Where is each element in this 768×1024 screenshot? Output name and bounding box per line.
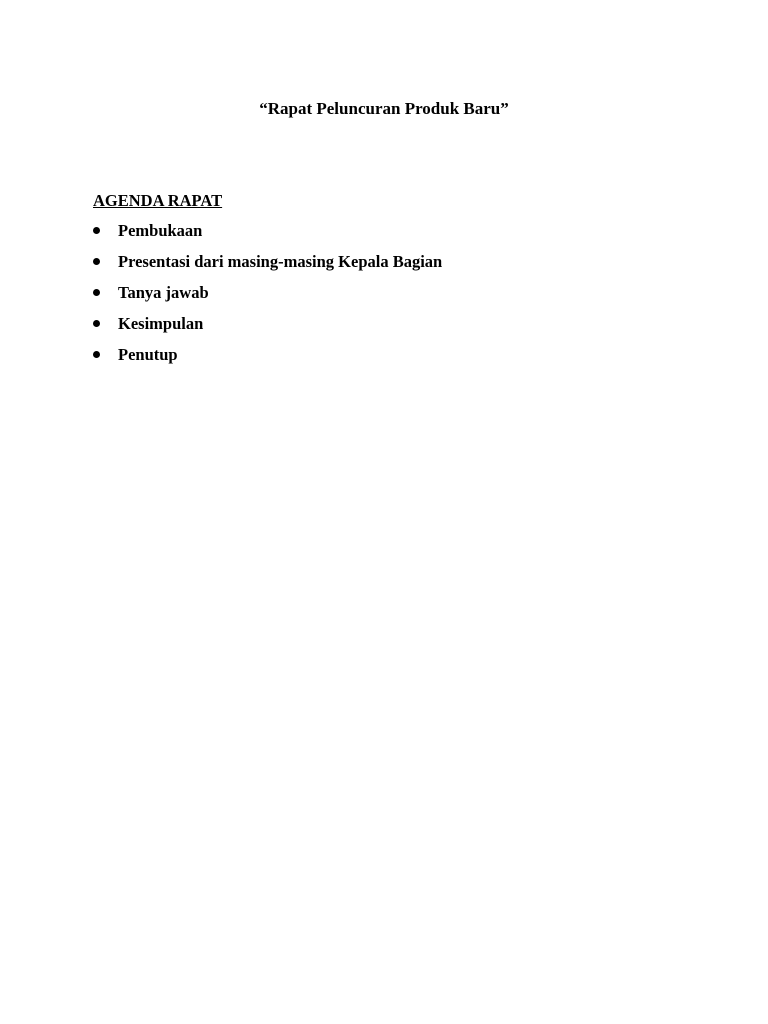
bullet-icon	[93, 227, 100, 234]
agenda-item-label: Tanya jawab	[118, 283, 209, 302]
agenda-heading: AGENDA RAPAT	[93, 191, 223, 210]
bullet-icon	[93, 320, 100, 327]
agenda-item-label: Penutup	[118, 345, 178, 364]
agenda-item-label: Presentasi dari masing-masing Kepala Bagian	[118, 252, 443, 271]
bullet-icon	[93, 289, 100, 296]
bullet-icon	[93, 258, 100, 265]
bullet-icon	[93, 351, 100, 358]
agenda-item-label: Pembukaan	[118, 221, 203, 240]
agenda-item-label: Kesimpulan	[118, 314, 204, 333]
document-title: “Rapat Peluncuran Produk Baru”	[259, 99, 509, 118]
